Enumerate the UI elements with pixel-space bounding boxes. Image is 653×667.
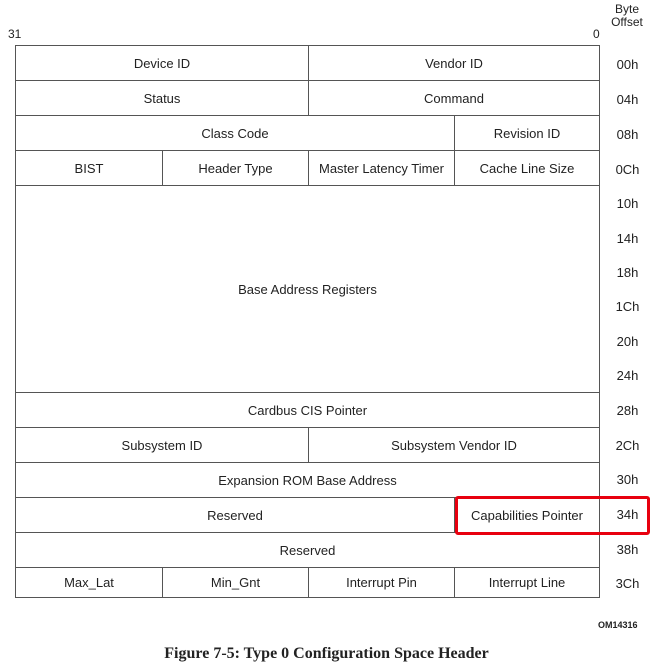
register-row-0ch	[16, 151, 599, 186]
revision-id-field: Revision ID	[454, 116, 599, 150]
max-lat-field: Max_Lat	[64, 575, 114, 590]
interrupt-line-field: Interrupt Line	[454, 568, 599, 597]
offset-label-34h: 34h	[616, 507, 639, 522]
offset-label-24h: 24h	[616, 368, 639, 383]
offset-label-38h: 38h	[616, 542, 639, 557]
register-row-08h	[16, 116, 599, 151]
capabilities-pointer-highlight	[455, 496, 650, 535]
byte-offset-header-line2: Offset	[611, 15, 643, 29]
device-id-field: Device ID	[133, 55, 191, 71]
register-row-30h	[16, 463, 599, 498]
header-type-field: Header Type	[162, 151, 308, 185]
register-row-bars	[16, 186, 599, 393]
reserved-field-34h: Reserved	[207, 507, 263, 523]
cardbus-cis-pointer-field: Cardbus CIS Pointer	[247, 402, 368, 418]
register-row-2ch	[16, 428, 599, 463]
min-gnt-field: Min_Gnt	[162, 568, 308, 597]
vendor-id-field: Vendor ID	[308, 46, 599, 80]
expansion-rom-base-address-field: Expansion ROM Base Address	[218, 472, 397, 488]
class-code-field: Class Code	[201, 125, 269, 141]
register-row-04h	[16, 81, 599, 116]
offset-label-2ch: 2Ch	[615, 438, 640, 453]
bist-field: BIST	[74, 160, 104, 176]
bit-0-label: 0	[593, 27, 600, 41]
subsystem-vendor-id-field: Subsystem Vendor ID	[308, 428, 599, 462]
offset-label-20h: 20h	[616, 334, 639, 349]
base-address-registers-field: Base Address Registers	[238, 281, 377, 297]
subsystem-id-field: Subsystem ID	[121, 437, 203, 453]
figure-code: OM14316	[598, 620, 638, 630]
register-row-3ch	[16, 568, 599, 597]
reserved-field-38h: Reserved	[279, 542, 336, 558]
offset-label-00h: 00h	[616, 57, 639, 72]
offset-label-04h: 04h	[616, 92, 639, 107]
offset-label-0ch: 0Ch	[615, 162, 640, 177]
capabilities-pointer-field: Capabilities Pointer	[454, 498, 599, 532]
offset-label-10h: 10h	[616, 196, 639, 211]
register-row-28h	[16, 393, 599, 428]
master-latency-timer-field: Master Latency Timer	[308, 151, 454, 185]
status-field: Status	[143, 90, 181, 106]
byte-offset-header-line1: Byte	[614, 2, 639, 16]
bit-31-label: 31	[8, 27, 22, 41]
figure-caption: Figure 7-5: Type 0 Configuration Space Header	[164, 645, 489, 662]
register-row-00h	[16, 46, 599, 81]
offset-label-1ch: 1Ch	[615, 299, 640, 314]
offset-label-28h: 28h	[616, 403, 639, 418]
byte-offset-header	[608, 3, 646, 29]
offset-label-08h: 08h	[616, 127, 639, 142]
offset-label-18h: 18h	[616, 265, 639, 280]
register-row-38h	[16, 533, 599, 568]
interrupt-pin-field: Interrupt Pin	[308, 568, 454, 597]
offset-label-30h: 30h	[616, 472, 639, 487]
offset-label-14h: 14h	[616, 231, 639, 246]
command-field: Command	[308, 81, 599, 115]
offset-label-3ch: 3Ch	[615, 576, 640, 591]
cache-line-size-field: Cache Line Size	[454, 151, 599, 185]
